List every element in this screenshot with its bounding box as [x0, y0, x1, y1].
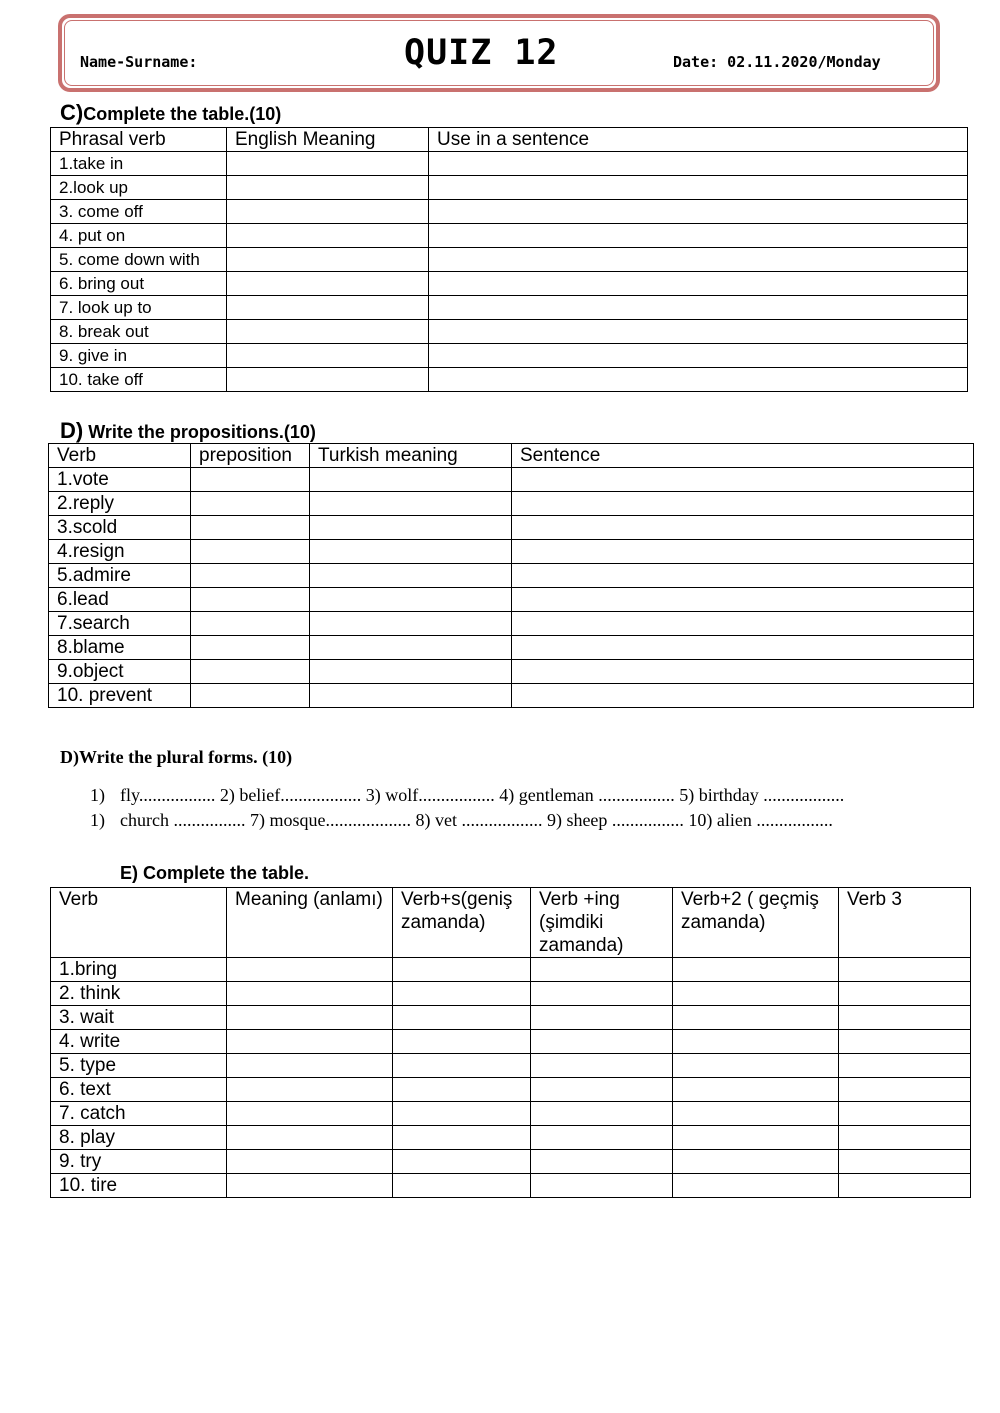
verb-forms-row-label: 1.bring	[51, 958, 227, 982]
table-row	[51, 296, 968, 320]
phrasal-answer-cell[interactable]	[227, 320, 429, 344]
preposition-row-label: 1.vote	[49, 468, 191, 492]
table-row	[51, 152, 968, 176]
phrasal-answer-cell[interactable]	[429, 176, 968, 200]
table-row	[51, 1078, 971, 1102]
verb-forms-answer-cell[interactable]	[531, 1102, 673, 1126]
table-row	[51, 368, 968, 392]
table-row	[51, 248, 968, 272]
preposition-row-label: 4.resign	[49, 540, 191, 564]
phrasal-answer-cell[interactable]	[227, 272, 429, 296]
preposition-row-label: 9.object	[49, 660, 191, 684]
preposition-answer-cell[interactable]	[310, 684, 512, 708]
verb-forms-answer-cell[interactable]	[393, 1006, 531, 1030]
phrasal-row-label: 2.look up	[51, 176, 227, 200]
verb-forms-answer-cell[interactable]	[673, 1126, 839, 1150]
verb-forms-answer-cell[interactable]	[531, 1126, 673, 1150]
phrasal-answer-cell[interactable]	[429, 272, 968, 296]
phrasal-row-label: 9. give in	[51, 344, 227, 368]
table-row	[51, 200, 968, 224]
phrasal-answer-cell[interactable]	[227, 296, 429, 320]
plural-line-2-number: 1)	[90, 810, 105, 830]
phrasal-answer-cell[interactable]	[227, 248, 429, 272]
verb-forms-answer-cell[interactable]	[839, 958, 971, 982]
verb-forms-answer-cell[interactable]	[531, 1054, 673, 1078]
preposition-answer-cell[interactable]	[310, 468, 512, 492]
table-row	[51, 272, 968, 296]
verb-forms-answer-cell[interactable]	[839, 1006, 971, 1030]
preposition-row-label: 7.search	[49, 612, 191, 636]
verb-forms-answer-cell[interactable]	[839, 1150, 971, 1174]
preposition-answer-cell[interactable]	[191, 492, 310, 516]
verb-forms-answer-cell[interactable]	[531, 1150, 673, 1174]
verb-forms-header-cell: Verb 3	[839, 888, 971, 958]
verb-forms-answer-cell[interactable]	[673, 1150, 839, 1174]
verb-forms-row-label: 10. tire	[51, 1174, 227, 1198]
preposition-answer-cell[interactable]	[512, 636, 974, 660]
verb-forms-row-label: 2. think	[51, 982, 227, 1006]
phrasal-header-row	[51, 128, 968, 152]
table-row	[49, 540, 974, 564]
verb-forms-answer-cell[interactable]	[839, 1174, 971, 1198]
preposition-answer-cell[interactable]	[191, 660, 310, 684]
table-row	[51, 1126, 971, 1150]
table-row	[51, 320, 968, 344]
table-row	[51, 1102, 971, 1126]
verb-forms-answer-cell[interactable]	[839, 1126, 971, 1150]
verb-forms-answer-cell[interactable]	[673, 958, 839, 982]
phrasal-answer-cell[interactable]	[429, 296, 968, 320]
section-d-heading: Write the propositions.(10)	[88, 422, 316, 442]
preposition-answer-cell[interactable]	[191, 516, 310, 540]
preposition-row-label: 2.reply	[49, 492, 191, 516]
preposition-answer-cell[interactable]	[191, 564, 310, 588]
verb-forms-answer-cell[interactable]	[227, 982, 393, 1006]
verb-forms-row-label: 6. text	[51, 1078, 227, 1102]
preposition-row-label: 5.admire	[49, 564, 191, 588]
phrasal-row-label: 1.take in	[51, 152, 227, 176]
verb-forms-answer-cell[interactable]	[227, 1078, 393, 1102]
phrasal-header-cell: English Meaning	[227, 128, 429, 152]
plural-line-1-number: 1)	[90, 785, 105, 805]
preposition-answer-cell[interactable]	[512, 684, 974, 708]
preposition-header-cell: Verb	[49, 444, 191, 468]
table-row	[51, 344, 968, 368]
table-row	[51, 1174, 971, 1198]
table-row	[51, 1006, 971, 1030]
preposition-row-label: 10. prevent	[49, 684, 191, 708]
preposition-answer-cell[interactable]	[191, 684, 310, 708]
preposition-header-row	[49, 444, 974, 468]
verb-forms-answer-cell[interactable]	[673, 1102, 839, 1126]
table-row	[51, 1054, 971, 1078]
preposition-row-label: 3.scold	[49, 516, 191, 540]
verb-forms-row-label: 4. write	[51, 1030, 227, 1054]
verb-forms-row-label: 9. try	[51, 1150, 227, 1174]
phrasal-row-label: 7. look up to	[51, 296, 227, 320]
phrasal-answer-cell[interactable]	[429, 344, 968, 368]
verb-forms-answer-cell[interactable]	[393, 1054, 531, 1078]
phrasal-header-cell: Phrasal verb	[51, 128, 227, 152]
phrasal-answer-cell[interactable]	[429, 248, 968, 272]
verb-forms-row-label: 5. type	[51, 1054, 227, 1078]
phrasal-answer-cell[interactable]	[429, 200, 968, 224]
verb-forms-answer-cell[interactable]	[839, 1102, 971, 1126]
table-row	[49, 636, 974, 660]
table-row	[49, 588, 974, 612]
preposition-answer-cell[interactable]	[310, 564, 512, 588]
verb-forms-answer-cell[interactable]	[531, 982, 673, 1006]
phrasal-header-cell: Use in a sentence	[429, 128, 968, 152]
preposition-answer-cell[interactable]	[310, 588, 512, 612]
preposition-answer-cell[interactable]	[310, 612, 512, 636]
preposition-answer-cell[interactable]	[512, 468, 974, 492]
section-c-heading: Complete the table.(10)	[83, 104, 282, 124]
verb-forms-answer-cell[interactable]	[531, 1006, 673, 1030]
verb-forms-answer-cell[interactable]	[673, 1174, 839, 1198]
section-c-title	[60, 100, 281, 126]
verb-forms-answer-cell[interactable]	[531, 1030, 673, 1054]
preposition-answer-cell[interactable]	[310, 516, 512, 540]
verb-forms-row-label: 7. catch	[51, 1102, 227, 1126]
verb-forms-row-label: 8. play	[51, 1126, 227, 1150]
phrasal-answer-cell[interactable]	[227, 224, 429, 248]
verb-forms-answer-cell[interactable]	[673, 1054, 839, 1078]
verb-forms-answer-cell[interactable]	[673, 1006, 839, 1030]
verb-forms-answer-cell[interactable]	[673, 982, 839, 1006]
phrasal-answer-cell[interactable]	[227, 152, 429, 176]
preposition-answer-cell[interactable]	[191, 612, 310, 636]
verb-forms-answer-cell[interactable]	[393, 1102, 531, 1126]
verb-forms-header-cell: Verb +ing (şimdiki zamanda)	[531, 888, 673, 958]
verb-forms-header-cell: Verb	[51, 888, 227, 958]
preposition-row-label: 6.lead	[49, 588, 191, 612]
verb-forms-answer-cell[interactable]	[393, 958, 531, 982]
verb-forms-header-cell: Verb+2 ( geçmiş zamanda)	[673, 888, 839, 958]
section-e-title: E) Complete the table.	[120, 863, 310, 883]
verb-forms-answer-cell[interactable]	[227, 1030, 393, 1054]
table-row	[49, 684, 974, 708]
preposition-answer-cell[interactable]	[512, 564, 974, 588]
verb-forms-answer-cell[interactable]	[839, 1054, 971, 1078]
verb-forms-answer-cell[interactable]	[393, 1078, 531, 1102]
verb-forms-row-label: 3. wait	[51, 1006, 227, 1030]
table-row	[49, 660, 974, 684]
plural-line-2	[90, 810, 833, 831]
date-label: Date: 02.11.2020/Monday	[673, 53, 881, 71]
section-d-title	[60, 418, 316, 444]
table-row	[49, 564, 974, 588]
table-row	[51, 176, 968, 200]
phrasal-answer-cell[interactable]	[227, 344, 429, 368]
table-row	[51, 1150, 971, 1174]
verb-forms-answer-cell[interactable]	[393, 982, 531, 1006]
verb-forms-answer-cell[interactable]	[839, 982, 971, 1006]
phrasal-row-label: 4. put on	[51, 224, 227, 248]
verb-forms-answer-cell[interactable]	[227, 1126, 393, 1150]
phrasal-row-label: 5. come down with	[51, 248, 227, 272]
table-row	[51, 982, 971, 1006]
preposition-answer-cell[interactable]	[310, 636, 512, 660]
preposition-answer-cell[interactable]	[310, 660, 512, 684]
section-d-letter: D)	[60, 418, 84, 443]
preposition-answer-cell[interactable]	[191, 540, 310, 564]
quiz-title: QUIZ 12	[404, 33, 559, 73]
section-c-letter: C)	[60, 100, 84, 125]
table-row	[49, 516, 974, 540]
preposition-answer-cell[interactable]	[191, 636, 310, 660]
verb-forms-answer-cell[interactable]	[839, 1078, 971, 1102]
table-row	[51, 1030, 971, 1054]
preposition-answer-cell[interactable]	[512, 540, 974, 564]
phrasal-answer-cell[interactable]	[429, 224, 968, 248]
preposition-answer-cell[interactable]	[512, 588, 974, 612]
table-row	[51, 958, 971, 982]
verb-forms-header-cell: Verb+s(geniş zamanda)	[393, 888, 531, 958]
verb-forms-answer-cell[interactable]	[227, 1054, 393, 1078]
phrasal-verb-table	[50, 127, 968, 392]
verb-forms-answer-cell[interactable]	[393, 1126, 531, 1150]
phrasal-row-label: 8. break out	[51, 320, 227, 344]
preposition-answer-cell[interactable]	[191, 588, 310, 612]
phrasal-answer-cell[interactable]	[227, 176, 429, 200]
table-row	[49, 492, 974, 516]
preposition-table	[48, 443, 974, 708]
preposition-header-cell: Sentence	[512, 444, 974, 468]
table-row	[49, 468, 974, 492]
phrasal-answer-cell[interactable]	[227, 368, 429, 392]
table-row	[51, 224, 968, 248]
phrasal-answer-cell[interactable]	[429, 320, 968, 344]
name-surname-label: Name-Surname:	[80, 53, 198, 71]
preposition-row-label: 8.blame	[49, 636, 191, 660]
verb-forms-answer-cell[interactable]	[393, 1150, 531, 1174]
verb-forms-answer-cell[interactable]	[227, 1102, 393, 1126]
preposition-answer-cell[interactable]	[512, 660, 974, 684]
preposition-answer-cell[interactable]	[310, 540, 512, 564]
verb-forms-answer-cell[interactable]	[393, 1030, 531, 1054]
verb-forms-answer-cell[interactable]	[673, 1030, 839, 1054]
plural-section-title: D)Write the plural forms. (10)	[60, 747, 293, 767]
verb-forms-answer-cell[interactable]	[227, 1006, 393, 1030]
phrasal-answer-cell[interactable]	[429, 152, 968, 176]
verb-forms-answer-cell[interactable]	[227, 1174, 393, 1198]
preposition-header-cell: Turkish meaning	[310, 444, 512, 468]
phrasal-row-label: 6. bring out	[51, 272, 227, 296]
phrasal-row-label: 3. come off	[51, 200, 227, 224]
preposition-header-cell: preposition	[191, 444, 310, 468]
verb-forms-header-cell: Meaning (anlamı)	[227, 888, 393, 958]
preposition-answer-cell[interactable]	[512, 492, 974, 516]
verb-forms-answer-cell[interactable]	[531, 958, 673, 982]
verb-forms-answer-cell[interactable]	[839, 1030, 971, 1054]
plural-line-1-text: fly................. 2) belief.................. 3) wolf................. 4) gentleman ................. 5) birthday ..................	[120, 785, 845, 805]
verb-forms-answer-cell[interactable]	[227, 958, 393, 982]
verb-forms-answer-cell[interactable]	[673, 1078, 839, 1102]
table-row	[49, 612, 974, 636]
preposition-answer-cell[interactable]	[191, 468, 310, 492]
preposition-answer-cell[interactable]	[512, 612, 974, 636]
phrasal-answer-cell[interactable]	[227, 200, 429, 224]
phrasal-row-label: 10. take off	[51, 368, 227, 392]
preposition-answer-cell[interactable]	[512, 516, 974, 540]
verb-forms-answer-cell[interactable]	[227, 1150, 393, 1174]
verb-forms-table	[50, 887, 971, 1198]
plural-line-2-text: church ................ 7) mosque................... 8) vet .................. 9) sheep ................ 10) alien .................	[120, 810, 833, 830]
phrasal-answer-cell[interactable]	[429, 368, 968, 392]
verb-forms-answer-cell[interactable]	[393, 1174, 531, 1198]
verb-forms-answer-cell[interactable]	[531, 1174, 673, 1198]
verb-forms-answer-cell[interactable]	[531, 1078, 673, 1102]
verb-forms-header-row	[51, 888, 971, 958]
preposition-answer-cell[interactable]	[310, 492, 512, 516]
plural-line-1	[90, 785, 844, 806]
